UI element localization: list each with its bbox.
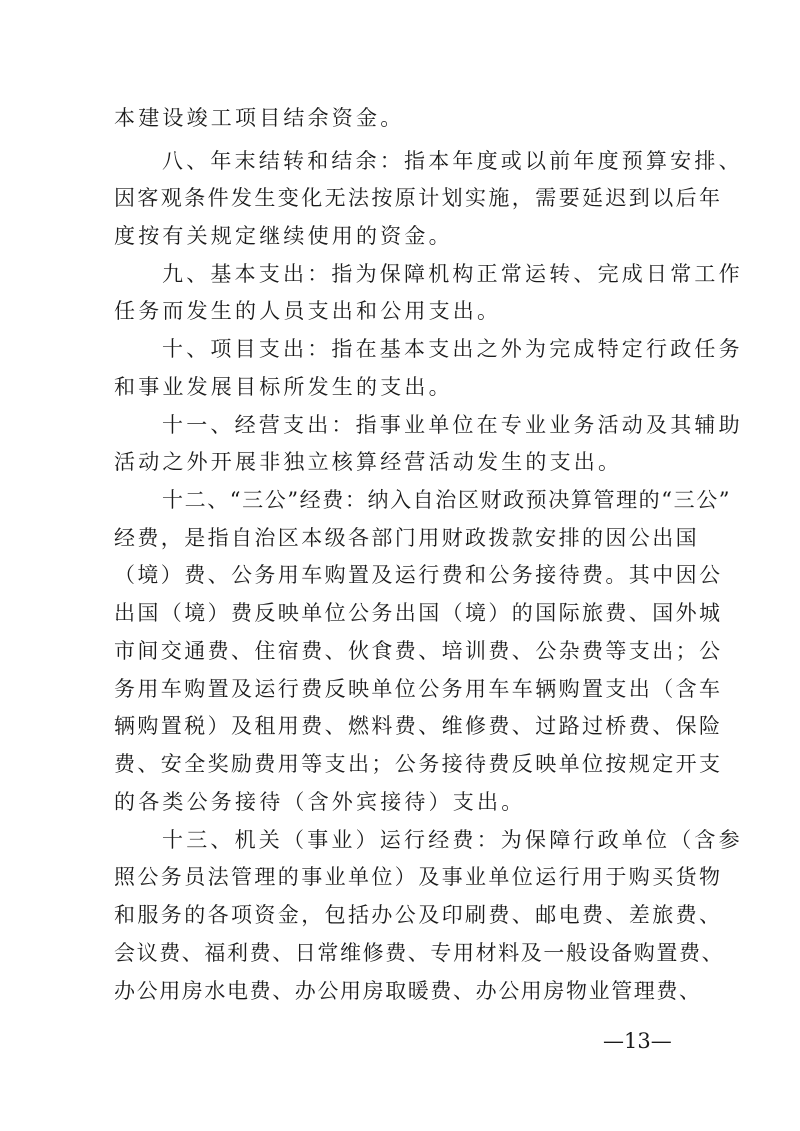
text-line: 任务而发生的人员支出和公用支出。 xyxy=(114,299,502,323)
text-line: 市间交通费、住宿费、伙食费、培训费、公杂费等支出；公 xyxy=(114,639,723,663)
text-line: 和事业发展目标所发生的支出。 xyxy=(114,375,453,399)
text-line: 照公务员法管理的事业单位）及事业单位运行用于购买货物 xyxy=(114,865,723,889)
text-line: 会议费、福利费、日常维修费、专用材料及一般设备购置费、 xyxy=(114,941,725,965)
text-line: 和服务的各项资金，包括办公及印刷费、邮电费、差旅费、 xyxy=(114,903,723,927)
text-line: （境）费、公务用车购置及运行费和公务接待费。其中因公 xyxy=(114,563,723,587)
text-line: 因客观条件发生变化无法按原计划实施，需要延迟到以后年 xyxy=(114,186,723,210)
text-line: 费、安全奖励费用等支出；公务接待费反映单位按规定开支 xyxy=(114,752,723,776)
paragraph-start-line: 十、项目支出：指在基本支出之外为完成特定行政任务 xyxy=(162,337,743,361)
page-number: —13— xyxy=(603,1029,672,1053)
text-line: 的各类公务接待（含外宾接待）支出。 xyxy=(114,790,526,814)
paragraph-start-line: 十一、经营支出：指事业单位在专业业务活动及其辅助 xyxy=(162,413,743,437)
text-line: 出国（境）费反映单位公务出国（境）的国际旅费、国外城 xyxy=(114,601,723,625)
text-line: 务用车购置及运行费反映单位公务用车车辆购置支出（含车 xyxy=(114,677,723,701)
text-line: 辆购置税）及租用费、燃料费、维修费、过路过桥费、保险 xyxy=(114,714,723,738)
paragraph-start-line: 八、年末结转和结余：指本年度或以前年度预算安排、 xyxy=(162,149,743,173)
text-line: 度按有关规定继续使用的资金。 xyxy=(114,224,453,248)
text-line: 活动之外开展非独立核算经营活动发生的支出。 xyxy=(114,450,623,474)
text-line: 办公用房水电费、办公用房取暖费、办公用房物业管理费、 xyxy=(114,979,702,1003)
paragraph-start-line: 十三、机关（事业）运行经费：为保障行政单位（含参 xyxy=(162,828,743,852)
text-line: 经费，是指自治区本级各部门用财政拨款安排的因公出国 xyxy=(114,526,699,550)
paragraph-start-line: 九、基本支出：指为保障机构正常运转、完成日常工作 xyxy=(162,262,743,286)
text-line: 本建设竣工项目结余资金。 xyxy=(114,106,405,130)
paragraph-start-line: 十二、“三公”经费：纳入自治区财政预决算管理的“三公” xyxy=(162,488,732,512)
